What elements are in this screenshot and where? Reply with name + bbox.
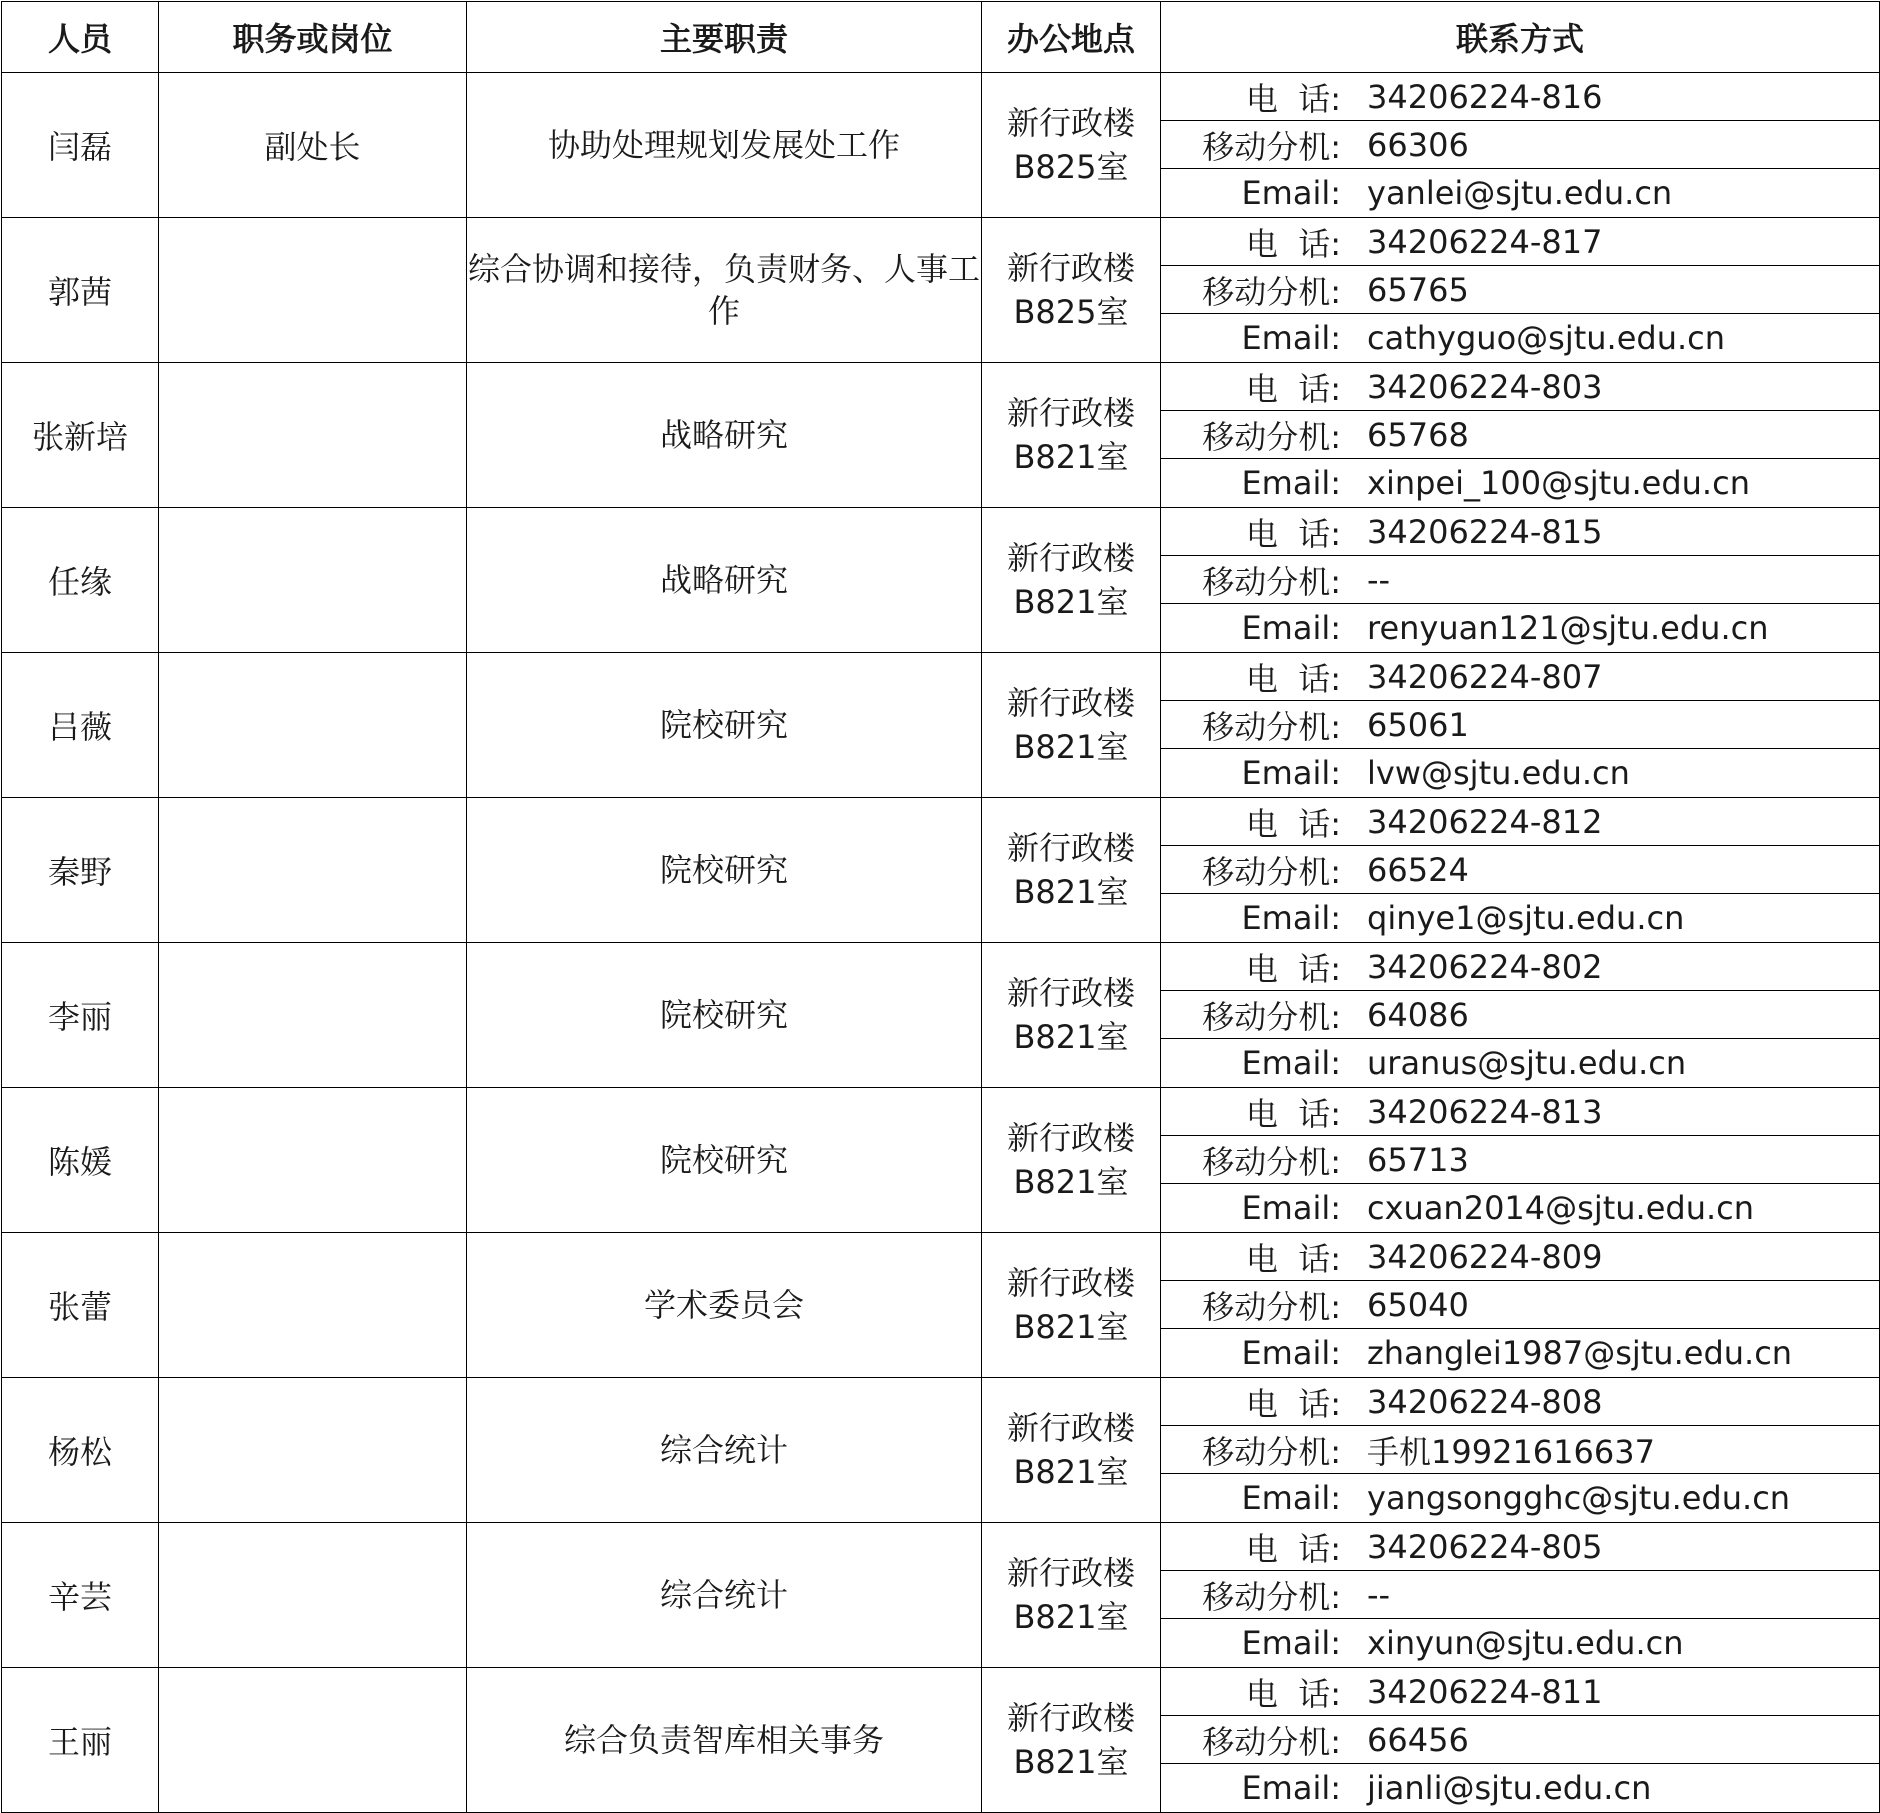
email-link[interactable]: yanlei@sjtu.edu.cn	[1367, 174, 1673, 212]
phone-label: 电 话:	[1245, 79, 1341, 118]
contact-cell	[1161, 943, 1880, 1088]
table-row	[2, 1378, 1880, 1523]
ext-value: 65040	[1367, 1285, 1469, 1324]
ext-label: 移动分机:	[1202, 1287, 1341, 1326]
email-link[interactable]: xinpei_100@sjtu.edu.cn	[1367, 464, 1750, 502]
position-title: 副处长	[159, 73, 467, 218]
office-room: B821室	[1013, 1018, 1129, 1056]
phone-label: 电 话:	[1245, 659, 1341, 698]
contact-cell	[1161, 1668, 1880, 1813]
table-row	[2, 1088, 1880, 1233]
ext-label: 移动分机:	[1202, 852, 1341, 891]
position-title	[159, 943, 467, 1088]
office-building: 新行政楼	[1006, 539, 1135, 577]
office-location	[982, 508, 1161, 653]
office-location	[982, 363, 1161, 508]
ext-label: 移动分机:	[1202, 417, 1341, 456]
contact-cell	[1161, 218, 1880, 363]
phone-value: 34206224-807	[1367, 657, 1603, 696]
ext-line	[1161, 1426, 1879, 1474]
office-location	[982, 218, 1161, 363]
position-title	[159, 1523, 467, 1668]
position-title	[159, 508, 467, 653]
person-name: 任缘	[2, 508, 159, 653]
email-label: Email:	[1241, 1189, 1341, 1227]
header-position: 职务或岗位	[159, 2, 467, 73]
office-building: 新行政楼	[1006, 974, 1135, 1012]
phone-line	[1161, 798, 1879, 846]
phone-line	[1161, 1233, 1879, 1281]
main-duty: 综合统计	[467, 1523, 982, 1668]
email-link[interactable]: xinyun@sjtu.edu.cn	[1367, 1624, 1684, 1662]
email-link[interactable]: cxuan2014@sjtu.edu.cn	[1367, 1189, 1755, 1227]
office-building: 新行政楼	[1006, 1409, 1135, 1447]
ext-value: 64086	[1367, 995, 1469, 1034]
phone-label: 电 话:	[1245, 804, 1341, 843]
phone-label: 电 话:	[1245, 1094, 1341, 1133]
email-line	[1161, 894, 1879, 942]
position-title	[159, 1668, 467, 1813]
email-label: Email:	[1241, 1044, 1341, 1082]
email-link[interactable]: renyuan121@sjtu.edu.cn	[1367, 609, 1769, 647]
email-label: Email:	[1241, 174, 1341, 212]
contact-cell	[1161, 508, 1880, 653]
office-room: B821室	[1013, 873, 1129, 911]
office-building: 新行政楼	[1006, 1554, 1135, 1592]
position-title	[159, 798, 467, 943]
office-location	[982, 653, 1161, 798]
phone-line	[1161, 1668, 1879, 1716]
header-contact: 联系方式	[1161, 2, 1880, 73]
header-duty: 主要职责	[467, 2, 982, 73]
header-person: 人员	[2, 2, 159, 73]
ext-line	[1161, 1571, 1879, 1619]
email-line	[1161, 459, 1879, 507]
phone-line	[1161, 73, 1879, 121]
phone-label: 电 话:	[1245, 514, 1341, 553]
phone-label: 电 话:	[1245, 1674, 1341, 1713]
ext-value: 66306	[1367, 125, 1469, 164]
email-line	[1161, 169, 1879, 217]
email-line	[1161, 1039, 1879, 1087]
office-room: B821室	[1013, 583, 1129, 621]
ext-value: 66524	[1367, 850, 1469, 889]
table-row	[2, 798, 1880, 943]
office-location	[982, 73, 1161, 218]
email-link[interactable]: cathyguo@sjtu.edu.cn	[1367, 319, 1726, 357]
person-name: 张蕾	[2, 1233, 159, 1378]
office-building: 新行政楼	[1006, 1119, 1135, 1157]
phone-value: 34206224-802	[1367, 947, 1603, 986]
phone-line	[1161, 508, 1879, 556]
ext-value: --	[1367, 1575, 1391, 1614]
email-label: Email:	[1241, 1334, 1341, 1372]
main-duty: 综合统计	[467, 1378, 982, 1523]
contact-cell	[1161, 363, 1880, 508]
person-name: 郭茜	[2, 218, 159, 363]
office-location	[982, 1523, 1161, 1668]
office-location	[982, 1668, 1161, 1813]
table-row	[2, 73, 1880, 218]
table-row	[2, 1523, 1880, 1668]
phone-label: 电 话:	[1245, 224, 1341, 263]
phone-value: 34206224-805	[1367, 1527, 1603, 1566]
email-label: Email:	[1241, 1769, 1341, 1807]
office-room: B821室	[1013, 1598, 1129, 1636]
email-link[interactable]: jianli@sjtu.edu.cn	[1367, 1769, 1652, 1807]
office-room: B821室	[1013, 1453, 1129, 1491]
ext-value: 手机19921616637	[1367, 1432, 1655, 1471]
table-row	[2, 363, 1880, 508]
ext-value: 65061	[1367, 705, 1469, 744]
phone-label: 电 话:	[1245, 1529, 1341, 1568]
ext-label: 移动分机:	[1202, 1432, 1341, 1471]
office-room: B821室	[1013, 1308, 1129, 1346]
ext-label: 移动分机:	[1202, 1577, 1341, 1616]
person-name: 辛芸	[2, 1523, 159, 1668]
ext-label: 移动分机:	[1202, 562, 1341, 601]
table-row	[2, 1233, 1880, 1378]
office-building: 新行政楼	[1006, 829, 1135, 867]
ext-value: 65713	[1367, 1140, 1469, 1179]
office-room: B825室	[1013, 148, 1129, 186]
ext-value: 66456	[1367, 1720, 1469, 1759]
main-duty: 院校研究	[467, 798, 982, 943]
person-name: 秦野	[2, 798, 159, 943]
email-line	[1161, 1329, 1879, 1377]
contact-cell	[1161, 798, 1880, 943]
contact-cell	[1161, 1523, 1880, 1668]
email-label: Email:	[1241, 609, 1341, 647]
main-duty: 战略研究	[467, 508, 982, 653]
email-label: Email:	[1241, 464, 1341, 502]
office-room: B825室	[1013, 293, 1129, 331]
position-title	[159, 653, 467, 798]
email-line	[1161, 749, 1879, 797]
ext-line	[1161, 1716, 1879, 1764]
office-location	[982, 1088, 1161, 1233]
email-line	[1161, 1764, 1879, 1812]
contact-cell	[1161, 1378, 1880, 1523]
phone-line	[1161, 943, 1879, 991]
office-building: 新行政楼	[1006, 104, 1135, 142]
table-row	[2, 653, 1880, 798]
email-label: Email:	[1241, 754, 1341, 792]
email-link[interactable]: uranus@sjtu.edu.cn	[1367, 1044, 1687, 1082]
ext-label: 移动分机:	[1202, 127, 1341, 166]
phone-line	[1161, 363, 1879, 411]
table-row	[2, 508, 1880, 653]
phone-label: 电 话:	[1245, 1384, 1341, 1423]
main-duty: 院校研究	[467, 653, 982, 798]
office-room: B821室	[1013, 438, 1129, 476]
ext-line	[1161, 1136, 1879, 1184]
ext-value: --	[1367, 560, 1391, 599]
main-duty: 学术委员会	[467, 1233, 982, 1378]
person-name: 张新培	[2, 363, 159, 508]
ext-line	[1161, 701, 1879, 749]
header-office: 办公地点	[982, 2, 1161, 73]
office-room: B821室	[1013, 1163, 1129, 1201]
email-label: Email:	[1241, 899, 1341, 937]
phone-value: 34206224-812	[1367, 802, 1603, 841]
ext-line	[1161, 991, 1879, 1039]
office-location	[982, 798, 1161, 943]
office-building: 新行政楼	[1006, 684, 1135, 722]
office-building: 新行政楼	[1006, 1699, 1135, 1737]
ext-label: 移动分机:	[1202, 272, 1341, 311]
phone-label: 电 话:	[1245, 949, 1341, 988]
phone-value: 34206224-816	[1367, 77, 1603, 116]
table-row	[2, 1668, 1880, 1813]
main-duty: 院校研究	[467, 943, 982, 1088]
main-duty: 协助处理规划发展处工作	[467, 73, 982, 218]
phone-value: 34206224-809	[1367, 1237, 1603, 1276]
phone-line	[1161, 1088, 1879, 1136]
ext-label: 移动分机:	[1202, 1142, 1341, 1181]
contact-cell	[1161, 73, 1880, 218]
table-body	[2, 73, 1880, 1813]
office-room: B821室	[1013, 1743, 1129, 1781]
ext-value: 65765	[1367, 270, 1469, 309]
ext-line	[1161, 556, 1879, 604]
ext-line	[1161, 1281, 1879, 1329]
position-title	[159, 218, 467, 363]
ext-label: 移动分机:	[1202, 997, 1341, 1036]
person-name: 闫磊	[2, 73, 159, 218]
person-name: 吕薇	[2, 653, 159, 798]
position-title	[159, 1233, 467, 1378]
phone-value: 34206224-808	[1367, 1382, 1603, 1421]
phone-line	[1161, 218, 1879, 266]
office-location	[982, 1233, 1161, 1378]
email-link[interactable]: yangsongghc@sjtu.edu.cn	[1367, 1479, 1791, 1517]
office-room: B821室	[1013, 728, 1129, 766]
phone-label: 电 话:	[1245, 369, 1341, 408]
phone-line	[1161, 653, 1879, 701]
table-row	[2, 943, 1880, 1088]
table-row	[2, 218, 1880, 363]
phone-line	[1161, 1378, 1879, 1426]
email-label: Email:	[1241, 1624, 1341, 1662]
contact-cell	[1161, 1088, 1880, 1233]
ext-label: 移动分机:	[1202, 1722, 1341, 1761]
office-building: 新行政楼	[1006, 249, 1135, 287]
email-line	[1161, 1474, 1879, 1522]
position-title	[159, 1378, 467, 1523]
header-row	[2, 2, 1880, 73]
phone-value: 34206224-803	[1367, 367, 1603, 406]
position-title	[159, 1088, 467, 1233]
main-duty: 综合负责智库相关事务	[467, 1668, 982, 1813]
email-label: Email:	[1241, 1479, 1341, 1517]
phone-value: 34206224-815	[1367, 512, 1603, 551]
contact-cell	[1161, 653, 1880, 798]
ext-label: 移动分机:	[1202, 707, 1341, 746]
email-link[interactable]: lvw@sjtu.edu.cn	[1367, 754, 1630, 792]
office-building: 新行政楼	[1006, 1264, 1135, 1302]
ext-line	[1161, 411, 1879, 459]
person-name: 陈媛	[2, 1088, 159, 1233]
email-line	[1161, 314, 1879, 362]
email-link[interactable]: qinye1@sjtu.edu.cn	[1367, 899, 1685, 937]
ext-line	[1161, 266, 1879, 314]
phone-line	[1161, 1523, 1879, 1571]
ext-value: 65768	[1367, 415, 1469, 454]
person-name: 杨松	[2, 1378, 159, 1523]
office-location	[982, 943, 1161, 1088]
office-building: 新行政楼	[1006, 394, 1135, 432]
email-line	[1161, 604, 1879, 652]
person-name: 王丽	[2, 1668, 159, 1813]
email-label: Email:	[1241, 319, 1341, 357]
phone-value: 34206224-811	[1367, 1672, 1603, 1711]
ext-line	[1161, 846, 1879, 894]
phone-label: 电 话:	[1245, 1239, 1341, 1278]
contact-cell	[1161, 1233, 1880, 1378]
ext-line	[1161, 121, 1879, 169]
email-line	[1161, 1619, 1879, 1667]
phone-value: 34206224-813	[1367, 1092, 1603, 1131]
staff-directory-table	[1, 1, 1880, 1813]
main-duty: 综合协调和接待，负责财务、人事工作	[467, 218, 982, 363]
email-line	[1161, 1184, 1879, 1232]
main-duty: 院校研究	[467, 1088, 982, 1233]
phone-value: 34206224-817	[1367, 222, 1603, 261]
office-location	[982, 1378, 1161, 1523]
person-name: 李丽	[2, 943, 159, 1088]
main-duty: 战略研究	[467, 363, 982, 508]
position-title	[159, 363, 467, 508]
email-link[interactable]: zhanglei1987@sjtu.edu.cn	[1367, 1334, 1793, 1372]
